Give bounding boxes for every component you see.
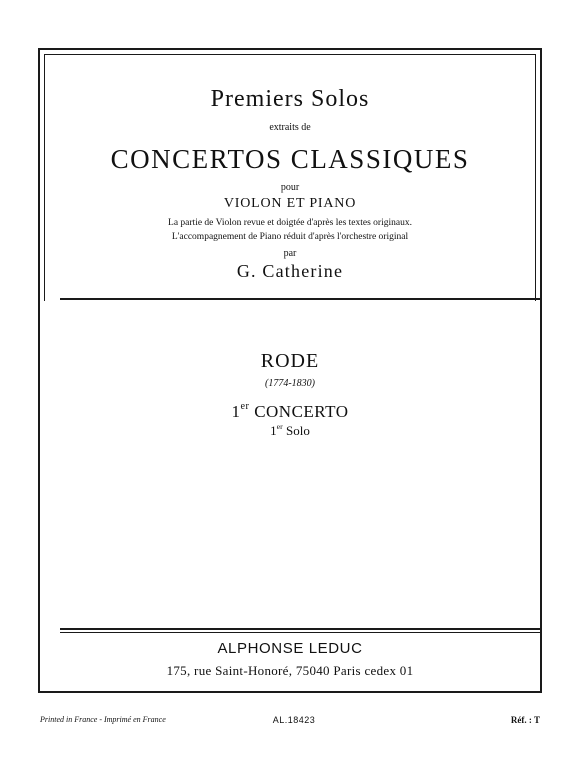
composer-dates: (1774-1830): [265, 378, 315, 389]
reference-code: Réf. : T: [510, 715, 540, 725]
edition-note-1: La partie de Violon revue et doigtée d'après les textes originaux.: [168, 218, 412, 228]
collection-title: Premiers Solos: [210, 86, 370, 112]
concerto-ordinal: er: [240, 401, 250, 412]
catalog-number: AL.18423: [272, 715, 316, 725]
publisher-address: 175, rue Saint-Honoré, 75040 Paris cedex 01: [166, 663, 414, 678]
par-label: par: [283, 248, 297, 259]
printed-in-france: Printed in France - Imprimé en France: [40, 715, 166, 724]
title-page-frame: [38, 48, 542, 693]
publisher-divider-top: [60, 628, 540, 630]
edition-note-2: L'accompagnement de Piano réduit d'après l'orchestre original: [171, 232, 409, 242]
solo-number: 1: [270, 423, 277, 438]
editor-name: G. Catherine: [236, 261, 344, 281]
solo-label: Solo: [285, 423, 310, 438]
solo-ordinal: er: [276, 422, 283, 431]
pour-label: pour: [280, 182, 300, 193]
publisher-divider-top-thin: [60, 632, 540, 633]
collection-name: CONCERTOS CLASSIQUES: [110, 144, 470, 174]
composer-name: RODE: [260, 350, 320, 372]
concerto-title: [40, 402, 540, 422]
solo-title: [40, 423, 540, 439]
publisher-name: ALPHONSE LEDUC: [217, 640, 363, 657]
extraits-de: extraits de: [269, 122, 311, 133]
concerto-number: 1: [231, 402, 241, 421]
concerto-label: CONCERTO: [254, 402, 349, 421]
header-divider: [60, 298, 540, 300]
instruments: VIOLON ET PIANO: [223, 196, 357, 211]
